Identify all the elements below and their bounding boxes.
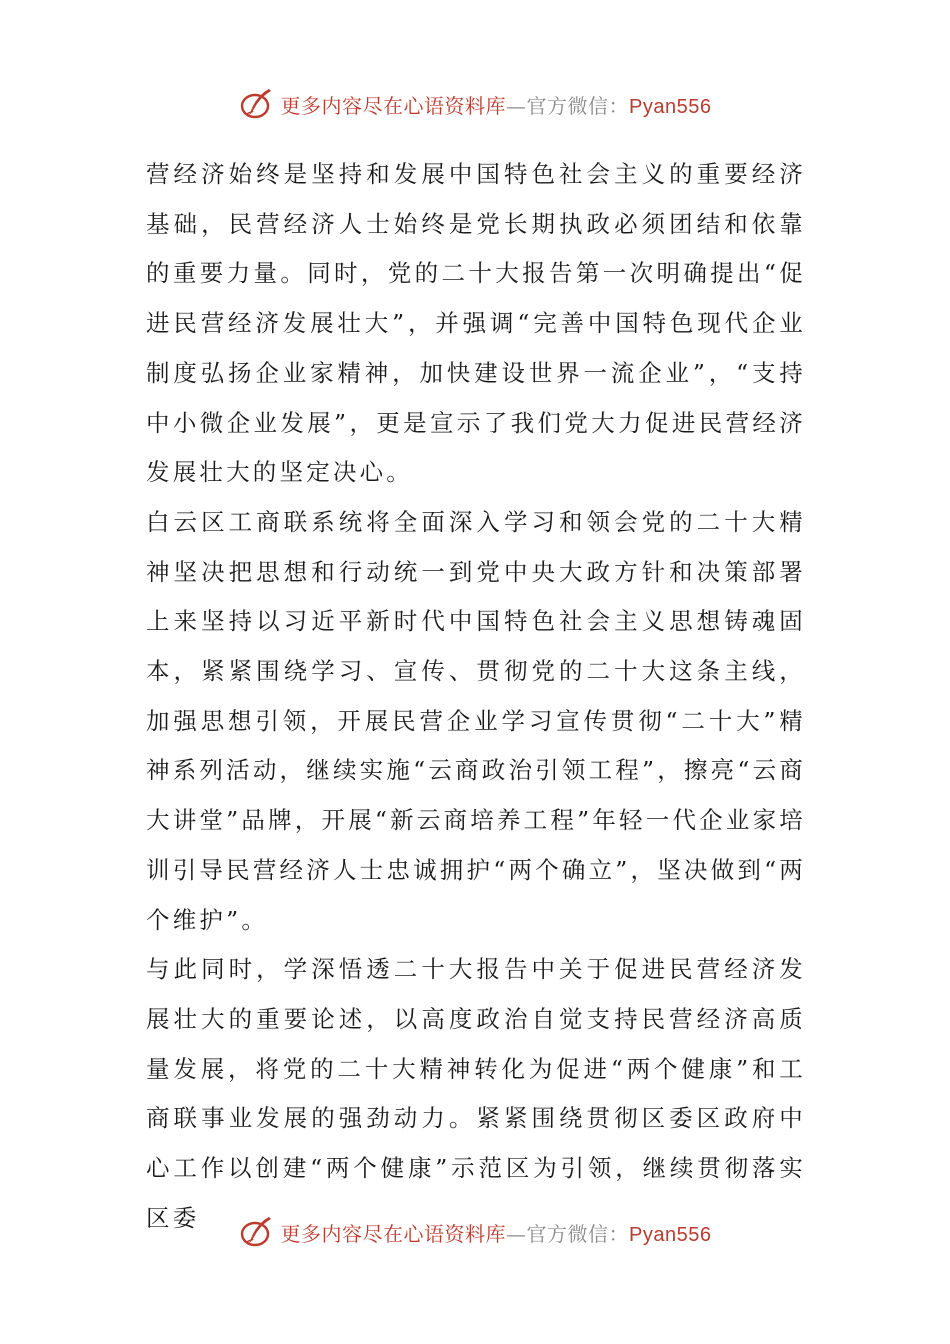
watermark-wechat-label: 官方微信： bbox=[526, 93, 630, 118]
header-watermark bbox=[0, 84, 950, 124]
watermark-text bbox=[281, 90, 712, 119]
document-body bbox=[146, 150, 806, 1243]
paragraph-1: 营经济始终是坚持和发展中国特色社会主义的重要经济基础，民营经济人士始终是党长期执政必须团结和依靠的重要力量。同时，党的二十大报告第一次明确提出“促进民营经济发展壮大”，并强调“完善中国特色现代企业制度弘扬企业家精神，加快建设世界一流企业”，“支持中小微企业发展”，更是宣示了我们党大力促进民营经济发展壮大的坚定决心。 bbox=[146, 160, 806, 487]
watermark-text bbox=[281, 1218, 712, 1247]
watermark-wechat-id: Pyan556 bbox=[629, 1223, 712, 1246]
quill-pen-logo-icon bbox=[239, 1214, 275, 1250]
paragraph-2: 白云区工商联系统将全面深入学习和领会党的二十大精神坚决把思想和行动统一到党中央大政方针和决策部署上来坚持以习近平新时代中国特色社会主义思想铸魂固本，紧紧围绕学习、宣传、贯彻党的二十大这条主线，加强思想引领，开展民营企业学习宣传贯彻“二十大”精神系列活动，继续实施“云商政治引领工程”，擦亮“云商大讲堂”品牌，开展“新云商培养工程”年轻一代企业家培训引导民营经济人士忠诚拥护“两个确立”，坚决做到“两个维护”。 bbox=[146, 507, 806, 934]
watermark-wechat-id: Pyan556 bbox=[629, 95, 712, 118]
watermark-wechat-label: 官方微信： bbox=[526, 1221, 630, 1246]
watermark-brand: 更多内容尽在心语资料库 bbox=[280, 1221, 507, 1246]
watermark-brand: 更多内容尽在心语资料库 bbox=[280, 93, 507, 118]
footer-watermark bbox=[0, 1212, 950, 1252]
quill-pen-logo-icon bbox=[239, 86, 275, 122]
watermark-separator: — bbox=[506, 93, 527, 118]
watermark-separator: — bbox=[506, 1221, 527, 1246]
paragraph-3: 与此同时，学深悟透二十大报告中关于促进民营经济发展壮大的重要论述，以高度政治自觉支持民营经济高质量发展，将党的二十大精神转化为促进“两个健康”和工商联事业发展的强劲动力。紧紧围绕贯彻区委区政府中心工作以创建“两个健康”示范区为引领，继续贯彻落实区委 bbox=[146, 955, 806, 1232]
